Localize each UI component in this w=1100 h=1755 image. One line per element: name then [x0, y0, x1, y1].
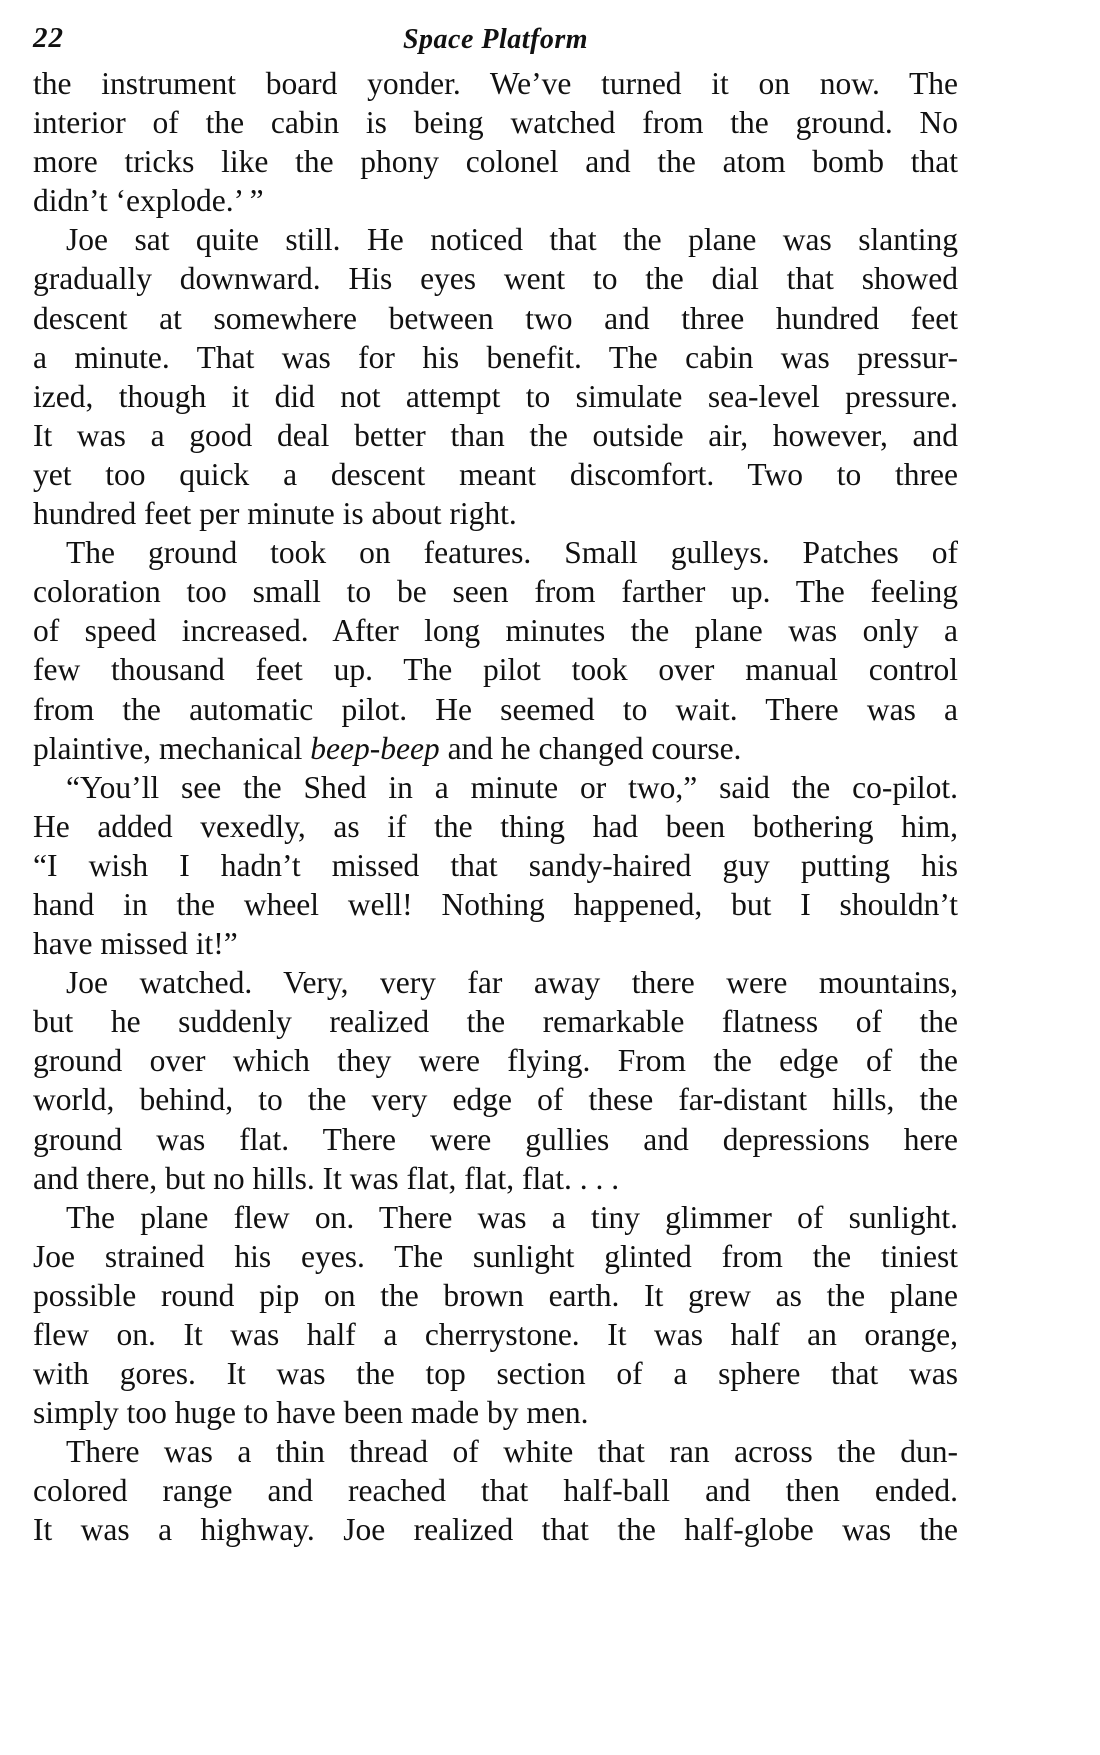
text-line: coloration too small to be seen from farther up. The feeling: [33, 574, 958, 610]
text-line: and there, but no hills. It was flat, flat, flat. . . .: [33, 1160, 620, 1196]
text-line: didn’t ‘explode.’ ”: [33, 183, 264, 219]
page-number: 22: [33, 22, 64, 54]
text-line: colored range and reached that half-ball and then ended.: [33, 1473, 958, 1509]
text-line: Joe watched. Very, very far away there were mountains,: [66, 965, 958, 1001]
text-line: ground over which they were flying. From the edge of the: [33, 1043, 958, 1079]
text-line: The ground took on features. Small gulleys. Patches of: [66, 535, 958, 571]
text-line: few thousand feet up. The pilot took over manual control: [33, 652, 958, 688]
text-segment: plaintive, mechanical: [33, 730, 311, 766]
text-line: There was a thin thread of white that ran across the dun-: [66, 1434, 958, 1470]
text-line: yet too quick a descent meant discomfort. Two to three: [33, 456, 958, 492]
text-line: “I wish I hadn’t missed that sandy-haired guy putting his: [33, 847, 958, 883]
text-line: interior of the cabin is being watched from the ground. No: [33, 105, 958, 141]
paragraph-3: [33, 533, 958, 768]
text-line: of speed increased. After long minutes the plane was only a: [33, 613, 958, 649]
text-line: a minute. That was for his benefit. The cabin was pressur-: [33, 339, 958, 375]
text-line: Joe strained his eyes. The sunlight glinted from the tiniest: [33, 1238, 958, 1274]
text-line: Joe sat quite still. He noticed that the plane was slanting: [66, 222, 958, 258]
text-line: ground was flat. There were gullies and depressions here: [33, 1121, 958, 1157]
text-line: the instrument board yonder. We’ve turned it on now. The: [33, 66, 958, 101]
text-line: The plane flew on. There was a tiny glimmer of sunlight.: [66, 1199, 958, 1235]
text-line: world, behind, to the very edge of these far-distant hills, the: [33, 1082, 958, 1118]
paragraph-2: [33, 220, 958, 533]
italic-text: beep-beep: [310, 730, 440, 766]
text-line: possible round pip on the brown earth. It grew as the plane: [33, 1277, 958, 1313]
text-line: hand in the wheel well! Nothing happened, but I shouldn’t: [33, 886, 958, 922]
text-line-mixed: [33, 729, 958, 768]
text-line: gradually downward. His eyes went to the dial that showed: [33, 261, 958, 297]
text-line: hundred feet per minute is about right.: [33, 496, 517, 532]
text-line: with gores. It was the top section of a sphere that was: [33, 1356, 958, 1392]
text-line: more tricks like the phony colonel and the atom bomb that: [33, 144, 958, 180]
text-segment: and he changed course.: [439, 730, 742, 766]
text-line: descent at somewhere between two and three hundred feet: [33, 300, 958, 336]
running-head: [33, 18, 958, 64]
paragraph-4: [33, 768, 958, 963]
text-line: from the automatic pilot. He seemed to wait. There was a: [33, 691, 958, 727]
text-line: ized, though it did not attempt to simulate sea-level pressure.: [33, 378, 958, 414]
text-line: It was a good deal better than the outside air, however, and: [33, 417, 958, 453]
text-line: It was a highway. Joe realized that the half-globe was the: [33, 1512, 958, 1548]
text-line: He added vexedly, as if the thing had been bothering him,: [33, 808, 958, 844]
text-line: simply too huge to have been made by men.: [33, 1395, 589, 1431]
text-line: flew on. It was half a cherrystone. It was half an orange,: [33, 1317, 958, 1352]
text-line: but he suddenly realized the remarkable flatness of the: [33, 1004, 958, 1040]
paragraph-7: [33, 1432, 958, 1549]
body-text: [33, 64, 958, 1550]
book-page: [33, 18, 958, 1550]
text-line: “You’ll see the Shed in a minute or two,” said the co-pilot.: [66, 769, 958, 805]
running-title: Space Platform: [402, 24, 589, 55]
paragraph-5: [33, 963, 958, 1198]
paragraph-1: [33, 64, 958, 220]
text-line: have missed it!”: [33, 926, 238, 962]
paragraph-6: [33, 1198, 958, 1433]
